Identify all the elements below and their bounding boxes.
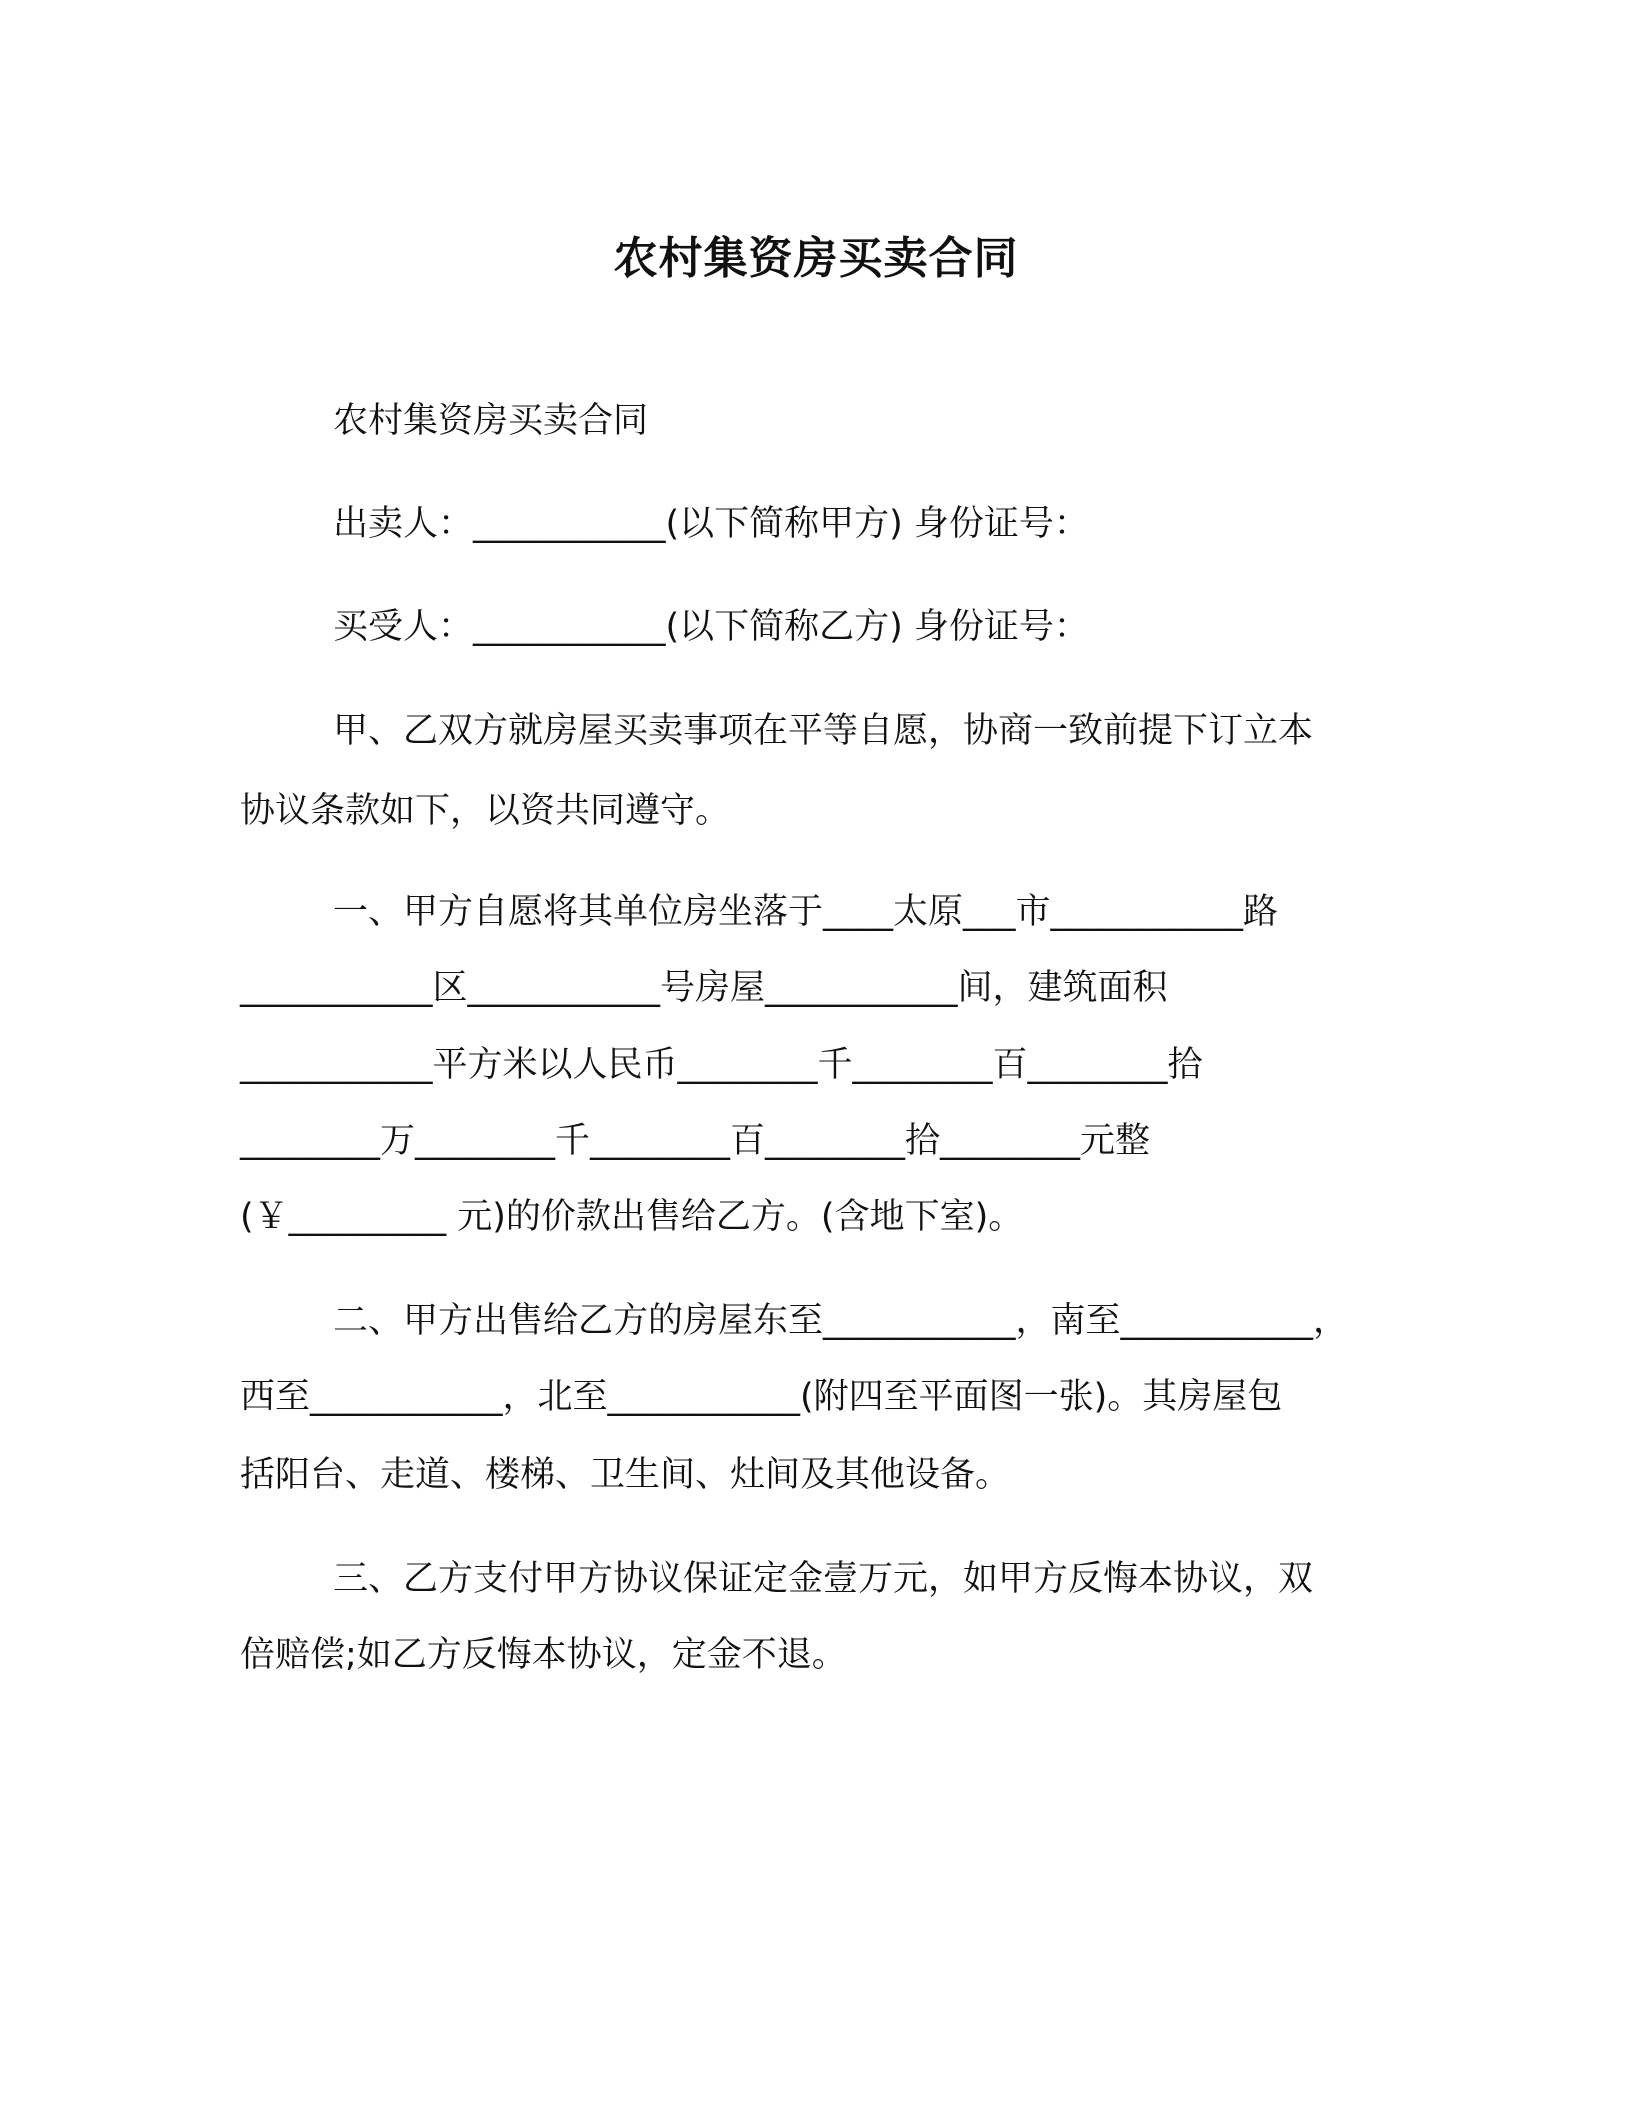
clause-2-line-2: 西至___________，北至___________(附四至平面图一张)。其房屋包 <box>240 1377 1283 1417</box>
clause-1-line-3: ___________平方米以人民币________千________百________拾 <box>240 1045 1203 1085</box>
clause-2-line-1: 二、甲方出售给乙方的房屋东至___________，南至___________， <box>333 1301 1349 1341</box>
document-title: 农村集资房买卖合同 <box>613 233 1019 284</box>
seller-line: 出卖人：___________(以下简称甲方) 身份证号： <box>333 504 1089 544</box>
preamble-line-1: 甲、乙双方就房屋买卖事项在平等自愿，协商一致前提下订立本 <box>333 711 1314 751</box>
buyer-line: 买受人：___________(以下简称乙方) 身份证号： <box>333 607 1089 647</box>
clause-1-line-2: ___________区___________号房屋___________间，建筑面积 <box>240 968 1168 1008</box>
clause-1-line-1: 一、甲方自愿将其单位房坐落于____太原___市___________路 <box>333 892 1279 932</box>
clause-3-line-1: 三、乙方支付甲方协议保证定金壹万元，如甲方反悔本协议，双 <box>333 1559 1314 1599</box>
preamble-line-2: 协议条款如下，以资共同遵守。 <box>240 791 731 831</box>
subtitle-line: 农村集资房买卖合同 <box>333 401 649 441</box>
clause-3-line-2: 倍赔偿;如乙方反悔本协议，定金不退。 <box>240 1635 847 1675</box>
clause-1-line-4: ________万________千________百________拾________元整 <box>240 1121 1151 1161</box>
clause-1-line-5: (￥_________ 元)的价款出售给乙方。(含地下室)。 <box>240 1197 1024 1237</box>
clause-2-line-3: 括阳台、走道、楼梯、卫生间、灶间及其他设备。 <box>240 1455 1011 1495</box>
